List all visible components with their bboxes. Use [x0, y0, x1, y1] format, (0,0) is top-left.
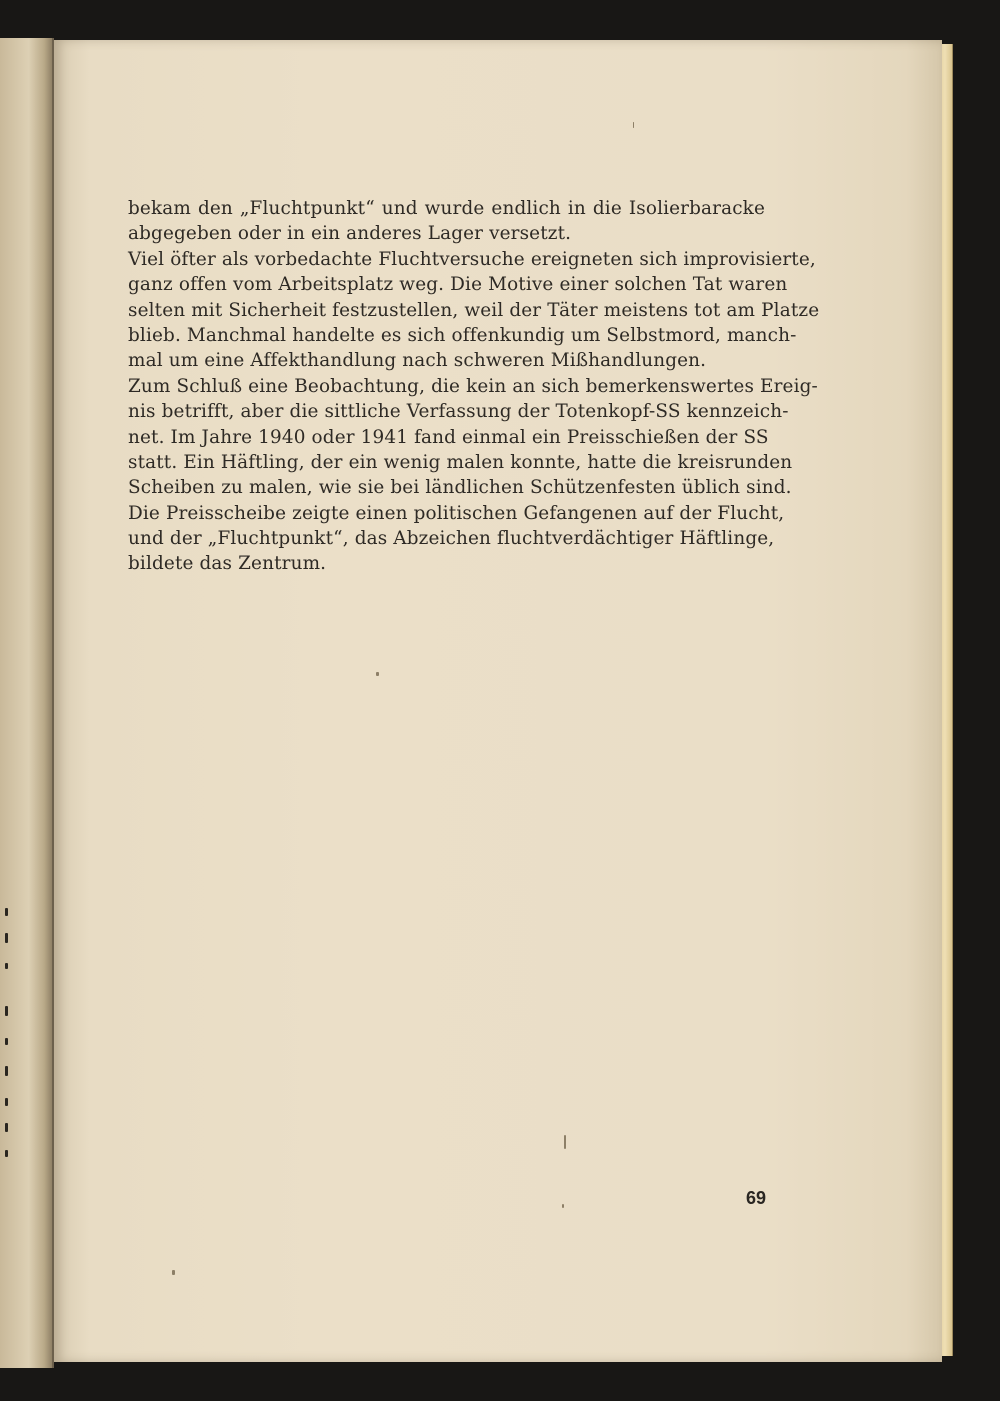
- page-number: 69: [745, 1188, 766, 1208]
- text-line: bekam den „Fluchtpunkt“ und wurde endlich in die Isolierbaracke: [128, 198, 765, 219]
- ink-mark: [5, 963, 8, 969]
- text-line: Zum Schluß eine Beobachtung, die kein an sich bemerkenswertes Ereig-: [128, 375, 818, 397]
- paper-speck: [376, 672, 379, 676]
- paper-speck: [562, 1204, 564, 1208]
- text-line: abgegeben oder in ein anderes Lager versetzt.: [128, 223, 572, 245]
- ink-mark: [5, 1098, 8, 1106]
- text-line: ganz offen vom Arbeitsplatz weg. Die Motive einer solchen Tat waren: [128, 274, 788, 296]
- left-page-edge: [0, 38, 54, 1368]
- text-line: Scheiben zu malen, wie sie bei ländlichen Schützenfesten üblich sind.: [128, 477, 792, 499]
- ink-mark: [5, 933, 8, 943]
- body-text: [128, 196, 820, 577]
- text-line: und der „Fluchtpunkt“, das Abzeichen fluchtverdächtiger Häftlinge,: [128, 528, 775, 550]
- text-line: selten mit Sicherheit festzustellen, weil der Täter meistens tot am Platze: [128, 299, 820, 321]
- text-line: Die Preisscheibe zeigte einen politischen Gefangenen auf der Flucht,: [128, 502, 785, 524]
- text-line: net. Im Jahre 1940 oder 1941 fand einmal ein Preisschießen der SS: [128, 426, 769, 448]
- paper-speck: [564, 1135, 566, 1149]
- ink-mark: [5, 908, 8, 916]
- ink-mark: [5, 1150, 8, 1157]
- paper-speck: [633, 122, 634, 128]
- ink-mark: [5, 1123, 8, 1132]
- text-line: Viel öfter als vorbedachte Fluchtversuche ereigneten sich improvisierte,: [128, 248, 816, 270]
- text-line: bildete das Zentrum.: [128, 553, 327, 575]
- text-line: mal um eine Affekthandlung nach schweren Mißhandlungen.: [128, 350, 707, 372]
- text-line: blieb. Manchmal handelte es sich offenkundig um Selbstmord, manch-: [128, 324, 797, 346]
- text-line: nis betrifft, aber die sittliche Verfassung der Totenkopf-SS kennzeich-: [128, 401, 789, 423]
- ink-mark: [5, 1066, 8, 1076]
- paper-speck: [172, 1270, 175, 1275]
- ink-mark: [5, 1038, 8, 1045]
- text-line: statt. Ein Häftling, der ein wenig malen konnte, hatte die kreisrunden: [128, 451, 793, 473]
- ink-mark: [5, 1006, 8, 1016]
